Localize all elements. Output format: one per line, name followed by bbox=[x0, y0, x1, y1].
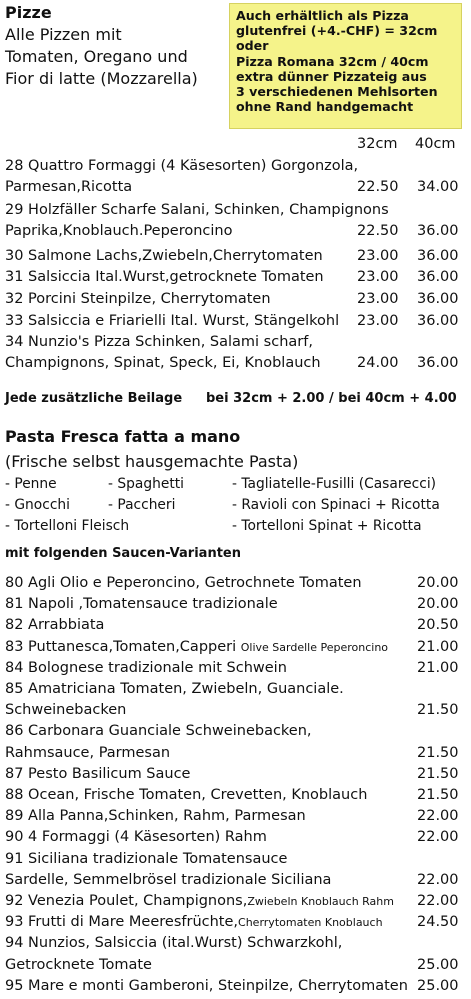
item-price: 21.50 bbox=[417, 787, 459, 803]
item-description: 87 Pesto Basilicum Sauce bbox=[5, 765, 191, 782]
item-description: Schweinebacken bbox=[5, 702, 127, 719]
extra-topping-label: Jede zusätzliche Beilage bbox=[5, 391, 183, 406]
gluten-free-notice-box bbox=[229, 3, 462, 129]
item-price: 25.00 bbox=[417, 956, 459, 973]
price-40cm: 36.00 bbox=[417, 223, 459, 239]
item-description: 93 Frutti di Mare Meeresfrüchte,Cherrytomaten Knoblauch bbox=[5, 914, 383, 931]
item-description: Getrocknete Tomate bbox=[5, 956, 152, 973]
notice-line: Pizza Romana 32cm / 40cm bbox=[236, 53, 429, 69]
notice-line: Auch erhältlich als Pizza bbox=[236, 8, 409, 23]
sauce-heading: mit folgenden Saucen-Varianten bbox=[5, 546, 241, 561]
pizza-intro-line: Fior di latte (Mozzarella) bbox=[5, 69, 198, 88]
item-description: 92 Venezia Poulet, Champignons,Zwiebeln Knoblauch Rahm bbox=[5, 893, 394, 909]
pasta-type: - Spaghetti bbox=[108, 476, 184, 492]
price-40cm: 36.00 bbox=[417, 291, 459, 307]
item-price: 21.50 bbox=[417, 744, 459, 761]
price-40cm: 36.00 bbox=[417, 355, 459, 371]
pasta-type: - Tortelloni Fleisch bbox=[5, 518, 130, 534]
price-40cm: 36.00 bbox=[417, 269, 459, 285]
pasta-type: - Gnocchi bbox=[5, 497, 70, 513]
item-description: 31 Salsiccia Ital.Wurst,getrocknete Tomaten bbox=[5, 269, 324, 285]
pizza-heading: Pizze bbox=[5, 3, 52, 22]
item-description: 83 Puttanesca,Tomaten,Capperi Olive Sardelle Peperoncino bbox=[5, 638, 389, 655]
item-description: 91 Siciliana tradizionale Tomatensauce bbox=[5, 850, 288, 867]
price-32cm: 24.00 bbox=[357, 355, 399, 371]
item-description: 32 Porcini Steinpilze, Cherrytomaten bbox=[5, 291, 271, 307]
price-32cm: 23.00 bbox=[357, 269, 399, 285]
item-price: 20.00 bbox=[417, 575, 459, 591]
pizza-intro-line: Alle Pizzen mit bbox=[5, 25, 122, 44]
pasta-heading: Pasta Fresca fatta a mano bbox=[5, 427, 241, 446]
item-description: 94 Nunzios, Salsiccia (ital.Wurst) Schwarzkohl, bbox=[5, 935, 343, 952]
pizza-intro-line: Tomaten, Oregano und bbox=[5, 47, 188, 66]
item-price: 22.00 bbox=[417, 829, 459, 846]
item-description: 86 Carbonara Guanciale Schweinebacken, bbox=[5, 723, 312, 740]
price-40cm: 36.00 bbox=[417, 313, 459, 329]
notice-line: ohne Rand handgemacht bbox=[236, 99, 414, 115]
item-price: 20.00 bbox=[417, 596, 459, 613]
item-description: Paprika,Knoblauch.Peperoncino bbox=[5, 223, 233, 239]
item-price: 24.50 bbox=[417, 914, 459, 931]
item-price: 21.50 bbox=[417, 765, 459, 782]
item-description: 30 Salmone Lachs,Zwiebeln,Cherrytomaten bbox=[5, 248, 323, 264]
notice-line: 3 verschiedenen Mehlsorten bbox=[236, 84, 438, 100]
item-description: 28 Quattro Formaggi (4 Käsesorten) Gorgonzola, bbox=[5, 158, 359, 174]
extra-topping-prices: bei 32cm + 2.00 / bei 40cm + 4.00 bbox=[206, 391, 457, 406]
item-price: 21.00 bbox=[417, 659, 459, 676]
price-40cm: 34.00 bbox=[417, 179, 459, 195]
item-description: 33 Salsiccia e Friarielli Ital. Wurst, Stängelkohl bbox=[5, 313, 340, 329]
item-price: 22.00 bbox=[417, 808, 459, 825]
price-40cm: 36.00 bbox=[417, 248, 459, 264]
size-header-40: 40cm bbox=[415, 136, 456, 152]
item-price: 20.50 bbox=[417, 617, 459, 634]
size-header-32: 32cm bbox=[357, 136, 398, 152]
item-description: 29 Holzfäller Scharfe Salani, Schinken, Champignons bbox=[5, 202, 389, 218]
item-price: 21.00 bbox=[417, 638, 459, 655]
pasta-type: - Penne bbox=[5, 476, 57, 492]
item-description: 34 Nunzio's Pizza Schinken, Salami scharf, bbox=[5, 334, 313, 350]
price-32cm: 23.00 bbox=[357, 313, 399, 329]
item-description: Champignons, Spinat, Speck, Ei, Knoblauch bbox=[5, 355, 321, 371]
pasta-type: - Tagliatelle-Fusilli (Casarecci) bbox=[232, 476, 437, 492]
price-32cm: 23.00 bbox=[357, 248, 399, 264]
notice-line: glutenfrei (+4.-CHF) = 32cm bbox=[236, 23, 438, 39]
pasta-type: - Ravioli con Spinaci + Ricotta bbox=[232, 497, 440, 513]
item-description: 82 Arrabbiata bbox=[5, 617, 105, 634]
item-description: 88 Ocean, Frische Tomaten, Crevetten, Knoblauch bbox=[5, 787, 368, 803]
item-description: 90 4 Formaggi (4 Käsesorten) Rahm bbox=[5, 829, 267, 846]
item-price: 22.00 bbox=[417, 893, 459, 909]
item-description: 81 Napoli ,Tomatensauce tradizionale bbox=[5, 596, 278, 613]
item-description: 80 Agli Olio e Peperoncino, Getrochnete Tomaten bbox=[5, 575, 362, 591]
price-32cm: 22.50 bbox=[357, 223, 399, 239]
price-32cm: 22.50 bbox=[357, 179, 399, 195]
item-price: 21.50 bbox=[417, 702, 459, 719]
pasta-type: - Paccheri bbox=[108, 497, 176, 513]
item-price: 25.00 bbox=[417, 977, 459, 994]
pasta-subheading: (Frische selbst hausgemachte Pasta) bbox=[5, 452, 299, 471]
notice-line: extra dünner Pizzateig aus bbox=[236, 68, 427, 84]
item-description: 95 Mare e monti Gamberoni, Steinpilze, Cherrytomaten bbox=[5, 977, 408, 994]
pasta-type: - Tortelloni Spinat + Ricotta bbox=[232, 518, 422, 534]
item-description: 89 Alla Panna,Schinken, Rahm, Parmesan bbox=[5, 808, 306, 825]
item-description: 85 Amatriciana Tomaten, Zwiebeln, Guanciale. bbox=[5, 681, 344, 697]
item-description: Parmesan,Ricotta bbox=[5, 179, 133, 195]
item-price: 22.00 bbox=[417, 871, 459, 888]
item-description: Sardelle, Semmelbrösel tradizionale Siciliana bbox=[5, 871, 332, 888]
price-32cm: 23.00 bbox=[357, 291, 399, 307]
item-description: 84 Bolognese tradizionale mit Schwein bbox=[5, 659, 287, 676]
notice-line: oder bbox=[236, 38, 269, 54]
item-description: Rahmsauce, Parmesan bbox=[5, 744, 171, 761]
